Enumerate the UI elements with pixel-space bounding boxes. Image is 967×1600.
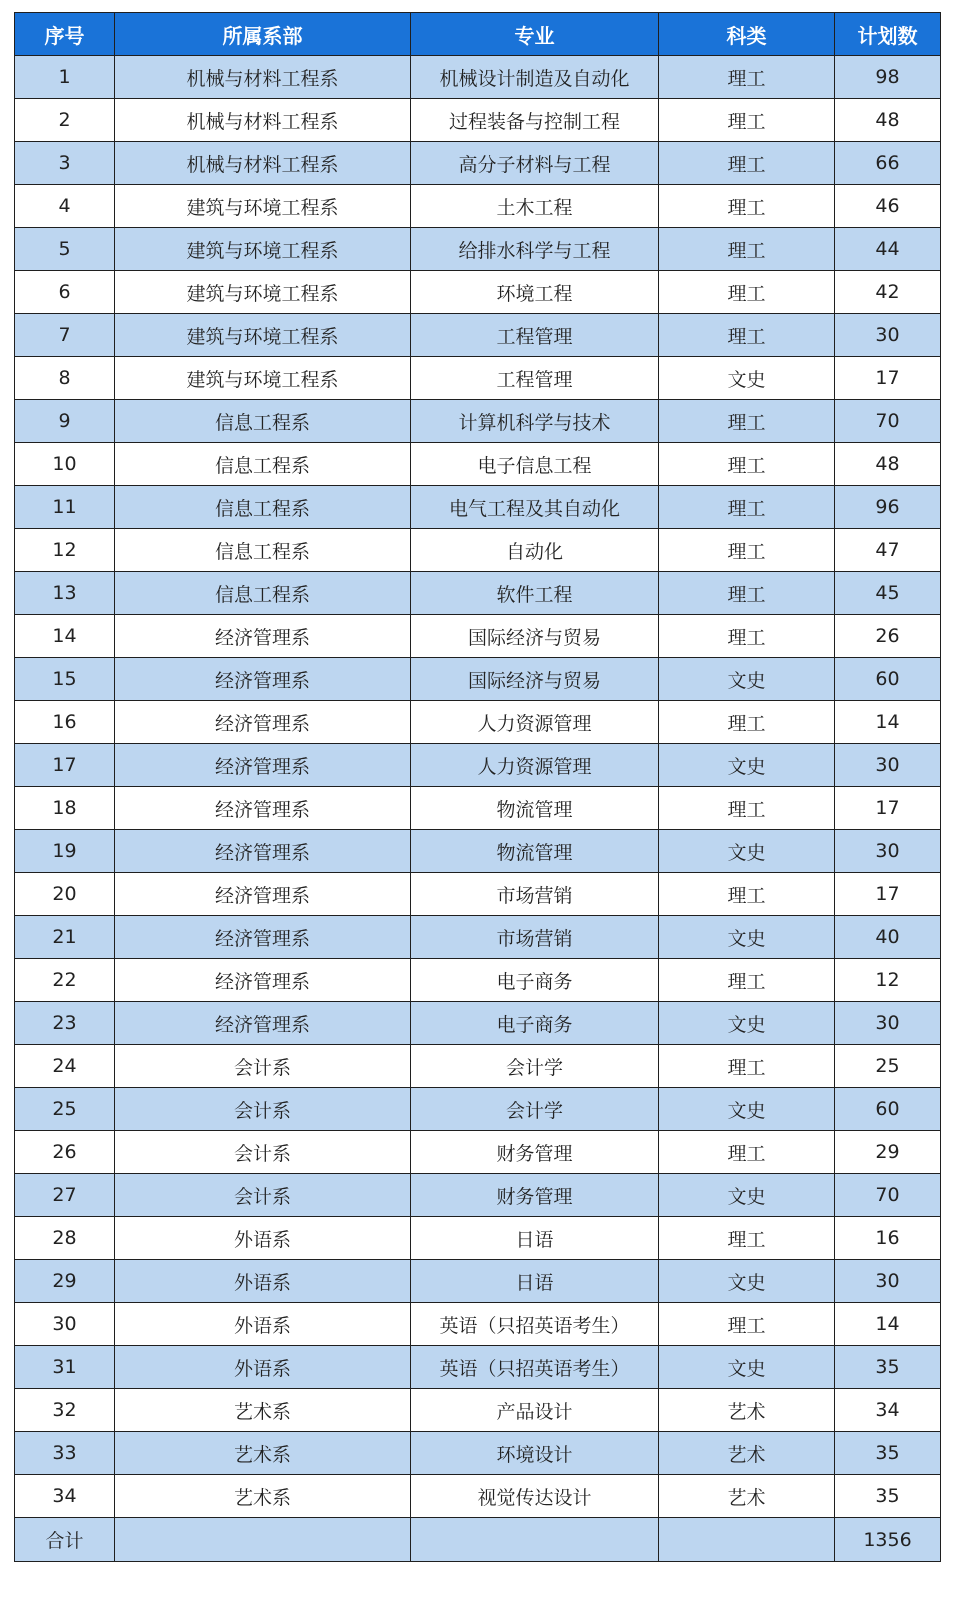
cell-plan-count: 26 [835, 615, 941, 658]
header-department: 所属系部 [115, 13, 411, 56]
table-row [15, 1260, 941, 1303]
cell-major: 市场营销 [411, 873, 659, 916]
cell-category: 理工 [659, 185, 835, 228]
cell-category: 文史 [659, 1002, 835, 1045]
table-header [15, 13, 941, 56]
total-row [15, 1518, 941, 1562]
cell-category: 理工 [659, 486, 835, 529]
cell-index: 4 [15, 185, 115, 228]
table-row [15, 314, 941, 357]
cell-category: 理工 [659, 701, 835, 744]
cell-index: 30 [15, 1303, 115, 1346]
total-major [411, 1518, 659, 1562]
cell-department: 经济管理系 [115, 959, 411, 1002]
cell-department: 信息工程系 [115, 443, 411, 486]
cell-category: 理工 [659, 1045, 835, 1088]
cell-category: 文史 [659, 744, 835, 787]
cell-major: 高分子材料与工程 [411, 142, 659, 185]
cell-department: 经济管理系 [115, 873, 411, 916]
cell-plan-count: 17 [835, 873, 941, 916]
cell-plan-count: 35 [835, 1432, 941, 1475]
cell-plan-count: 98 [835, 56, 941, 99]
cell-category: 理工 [659, 400, 835, 443]
cell-index: 19 [15, 830, 115, 873]
cell-major: 自动化 [411, 529, 659, 572]
table-row [15, 99, 941, 142]
cell-category: 理工 [659, 959, 835, 1002]
table-row [15, 271, 941, 314]
cell-major: 电子信息工程 [411, 443, 659, 486]
cell-index: 17 [15, 744, 115, 787]
cell-index: 10 [15, 443, 115, 486]
cell-category: 理工 [659, 56, 835, 99]
table-row [15, 1045, 941, 1088]
cell-index: 25 [15, 1088, 115, 1131]
cell-major: 人力资源管理 [411, 701, 659, 744]
table-row [15, 1346, 941, 1389]
table-row [15, 658, 941, 701]
table-row [15, 1303, 941, 1346]
cell-department: 机械与材料工程系 [115, 142, 411, 185]
cell-department: 经济管理系 [115, 701, 411, 744]
cell-index: 28 [15, 1217, 115, 1260]
enrollment-plan-sheet [14, 12, 940, 1588]
cell-index: 22 [15, 959, 115, 1002]
cell-category: 理工 [659, 314, 835, 357]
cell-index: 2 [15, 99, 115, 142]
cell-major: 英语（只招英语考生） [411, 1346, 659, 1389]
cell-department: 建筑与环境工程系 [115, 228, 411, 271]
cell-department: 会计系 [115, 1131, 411, 1174]
cell-department: 经济管理系 [115, 787, 411, 830]
header-category: 科类 [659, 13, 835, 56]
cell-plan-count: 16 [835, 1217, 941, 1260]
cell-plan-count: 40 [835, 916, 941, 959]
cell-major: 物流管理 [411, 787, 659, 830]
cell-department: 艺术系 [115, 1475, 411, 1518]
cell-index: 1 [15, 56, 115, 99]
cell-category: 艺术 [659, 1475, 835, 1518]
cell-index: 6 [15, 271, 115, 314]
total-category [659, 1518, 835, 1562]
cell-major: 国际经济与贸易 [411, 615, 659, 658]
cell-major: 财务管理 [411, 1131, 659, 1174]
cell-plan-count: 60 [835, 658, 941, 701]
cell-major: 工程管理 [411, 314, 659, 357]
cell-major: 国际经济与贸易 [411, 658, 659, 701]
cell-plan-count: 44 [835, 228, 941, 271]
cell-plan-count: 30 [835, 830, 941, 873]
cell-index: 33 [15, 1432, 115, 1475]
cell-index: 7 [15, 314, 115, 357]
table-row [15, 1131, 941, 1174]
cell-plan-count: 30 [835, 1002, 941, 1045]
cell-plan-count: 48 [835, 99, 941, 142]
table-row [15, 744, 941, 787]
table-row [15, 1432, 941, 1475]
cell-department: 信息工程系 [115, 486, 411, 529]
cell-category: 文史 [659, 658, 835, 701]
table-row [15, 572, 941, 615]
cell-category: 文史 [659, 1088, 835, 1131]
cell-major: 财务管理 [411, 1174, 659, 1217]
cell-major: 视觉传达设计 [411, 1475, 659, 1518]
cell-category: 理工 [659, 572, 835, 615]
cell-department: 外语系 [115, 1303, 411, 1346]
cell-department: 外语系 [115, 1217, 411, 1260]
cell-category: 理工 [659, 1217, 835, 1260]
cell-category: 理工 [659, 1303, 835, 1346]
cell-category: 理工 [659, 228, 835, 271]
cell-department: 机械与材料工程系 [115, 99, 411, 142]
cell-index: 27 [15, 1174, 115, 1217]
cell-plan-count: 34 [835, 1389, 941, 1432]
cell-major: 过程装备与控制工程 [411, 99, 659, 142]
cell-index: 26 [15, 1131, 115, 1174]
cell-category: 理工 [659, 1131, 835, 1174]
cell-index: 13 [15, 572, 115, 615]
enrollment-plan-table [14, 12, 941, 1562]
table-row [15, 142, 941, 185]
cell-index: 11 [15, 486, 115, 529]
cell-department: 经济管理系 [115, 744, 411, 787]
cell-major: 电气工程及其自动化 [411, 486, 659, 529]
cell-department: 建筑与环境工程系 [115, 357, 411, 400]
cell-department: 经济管理系 [115, 658, 411, 701]
cell-plan-count: 70 [835, 400, 941, 443]
cell-plan-count: 45 [835, 572, 941, 615]
table-row [15, 1088, 941, 1131]
table-row [15, 486, 941, 529]
cell-index: 16 [15, 701, 115, 744]
cell-index: 5 [15, 228, 115, 271]
table-row [15, 228, 941, 271]
cell-index: 3 [15, 142, 115, 185]
cell-category: 文史 [659, 357, 835, 400]
cell-plan-count: 96 [835, 486, 941, 529]
cell-plan-count: 35 [835, 1475, 941, 1518]
cell-index: 29 [15, 1260, 115, 1303]
cell-category: 理工 [659, 99, 835, 142]
table-row [15, 959, 941, 1002]
cell-index: 31 [15, 1346, 115, 1389]
table-row [15, 1475, 941, 1518]
cell-plan-count: 17 [835, 357, 941, 400]
table-row [15, 400, 941, 443]
total-label: 合计 [15, 1518, 115, 1562]
cell-plan-count: 12 [835, 959, 941, 1002]
table-row [15, 1217, 941, 1260]
cell-department: 机械与材料工程系 [115, 56, 411, 99]
cell-index: 9 [15, 400, 115, 443]
cell-category: 文史 [659, 1346, 835, 1389]
cell-index: 32 [15, 1389, 115, 1432]
cell-plan-count: 42 [835, 271, 941, 314]
cell-department: 艺术系 [115, 1389, 411, 1432]
cell-category: 理工 [659, 142, 835, 185]
cell-major: 市场营销 [411, 916, 659, 959]
cell-department: 信息工程系 [115, 400, 411, 443]
table-row [15, 916, 941, 959]
cell-department: 建筑与环境工程系 [115, 271, 411, 314]
cell-department: 经济管理系 [115, 1002, 411, 1045]
cell-category: 艺术 [659, 1389, 835, 1432]
cell-major: 土木工程 [411, 185, 659, 228]
cell-major: 环境设计 [411, 1432, 659, 1475]
cell-department: 会计系 [115, 1045, 411, 1088]
cell-department: 经济管理系 [115, 830, 411, 873]
cell-department: 经济管理系 [115, 615, 411, 658]
cell-category: 艺术 [659, 1432, 835, 1475]
cell-department: 外语系 [115, 1260, 411, 1303]
header-plan-count: 计划数 [835, 13, 941, 56]
cell-department: 经济管理系 [115, 916, 411, 959]
table-row [15, 1002, 941, 1045]
cell-plan-count: 30 [835, 1260, 941, 1303]
cell-plan-count: 17 [835, 787, 941, 830]
cell-category: 理工 [659, 271, 835, 314]
header-major: 专业 [411, 13, 659, 56]
cell-index: 34 [15, 1475, 115, 1518]
total-count: 1356 [835, 1518, 941, 1562]
table-row [15, 787, 941, 830]
cell-index: 23 [15, 1002, 115, 1045]
cell-plan-count: 48 [835, 443, 941, 486]
cell-plan-count: 66 [835, 142, 941, 185]
cell-department: 建筑与环境工程系 [115, 314, 411, 357]
cell-plan-count: 25 [835, 1045, 941, 1088]
cell-category: 文史 [659, 916, 835, 959]
cell-major: 产品设计 [411, 1389, 659, 1432]
cell-index: 20 [15, 873, 115, 916]
table-row [15, 443, 941, 486]
total-department [115, 1518, 411, 1562]
cell-major: 日语 [411, 1260, 659, 1303]
cell-plan-count: 14 [835, 1303, 941, 1346]
cell-major: 人力资源管理 [411, 744, 659, 787]
cell-category: 理工 [659, 443, 835, 486]
cell-major: 会计学 [411, 1088, 659, 1131]
cell-index: 18 [15, 787, 115, 830]
cell-category: 理工 [659, 873, 835, 916]
table-row [15, 1389, 941, 1432]
cell-category: 理工 [659, 787, 835, 830]
cell-index: 15 [15, 658, 115, 701]
table-row [15, 185, 941, 228]
cell-plan-count: 30 [835, 314, 941, 357]
cell-department: 会计系 [115, 1088, 411, 1131]
cell-category: 文史 [659, 1174, 835, 1217]
cell-plan-count: 60 [835, 1088, 941, 1131]
cell-category: 理工 [659, 615, 835, 658]
cell-plan-count: 46 [835, 185, 941, 228]
cell-index: 21 [15, 916, 115, 959]
cell-major: 计算机科学与技术 [411, 400, 659, 443]
cell-department: 信息工程系 [115, 572, 411, 615]
table-row [15, 830, 941, 873]
table-row [15, 873, 941, 916]
table-row [15, 1174, 941, 1217]
table-row [15, 357, 941, 400]
cell-plan-count: 29 [835, 1131, 941, 1174]
table-row [15, 56, 941, 99]
table-body [15, 56, 941, 1518]
cell-plan-count: 14 [835, 701, 941, 744]
cell-major: 机械设计制造及自动化 [411, 56, 659, 99]
cell-department: 建筑与环境工程系 [115, 185, 411, 228]
cell-plan-count: 35 [835, 1346, 941, 1389]
cell-major: 软件工程 [411, 572, 659, 615]
cell-department: 艺术系 [115, 1432, 411, 1475]
cell-plan-count: 30 [835, 744, 941, 787]
cell-index: 24 [15, 1045, 115, 1088]
cell-index: 12 [15, 529, 115, 572]
cell-major: 日语 [411, 1217, 659, 1260]
table-row [15, 529, 941, 572]
cell-major: 电子商务 [411, 959, 659, 1002]
cell-major: 电子商务 [411, 1002, 659, 1045]
table-row [15, 701, 941, 744]
cell-major: 给排水科学与工程 [411, 228, 659, 271]
cell-department: 会计系 [115, 1174, 411, 1217]
cell-department: 外语系 [115, 1346, 411, 1389]
cell-index: 8 [15, 357, 115, 400]
cell-category: 文史 [659, 830, 835, 873]
cell-major: 环境工程 [411, 271, 659, 314]
header-index: 序号 [15, 13, 115, 56]
cell-plan-count: 70 [835, 1174, 941, 1217]
cell-major: 工程管理 [411, 357, 659, 400]
cell-major: 会计学 [411, 1045, 659, 1088]
cell-major: 英语（只招英语考生） [411, 1303, 659, 1346]
cell-department: 信息工程系 [115, 529, 411, 572]
cell-category: 文史 [659, 1260, 835, 1303]
cell-plan-count: 47 [835, 529, 941, 572]
table-row [15, 615, 941, 658]
cell-index: 14 [15, 615, 115, 658]
cell-major: 物流管理 [411, 830, 659, 873]
cell-category: 理工 [659, 529, 835, 572]
table-footer [15, 1518, 941, 1562]
header-row [15, 13, 941, 56]
